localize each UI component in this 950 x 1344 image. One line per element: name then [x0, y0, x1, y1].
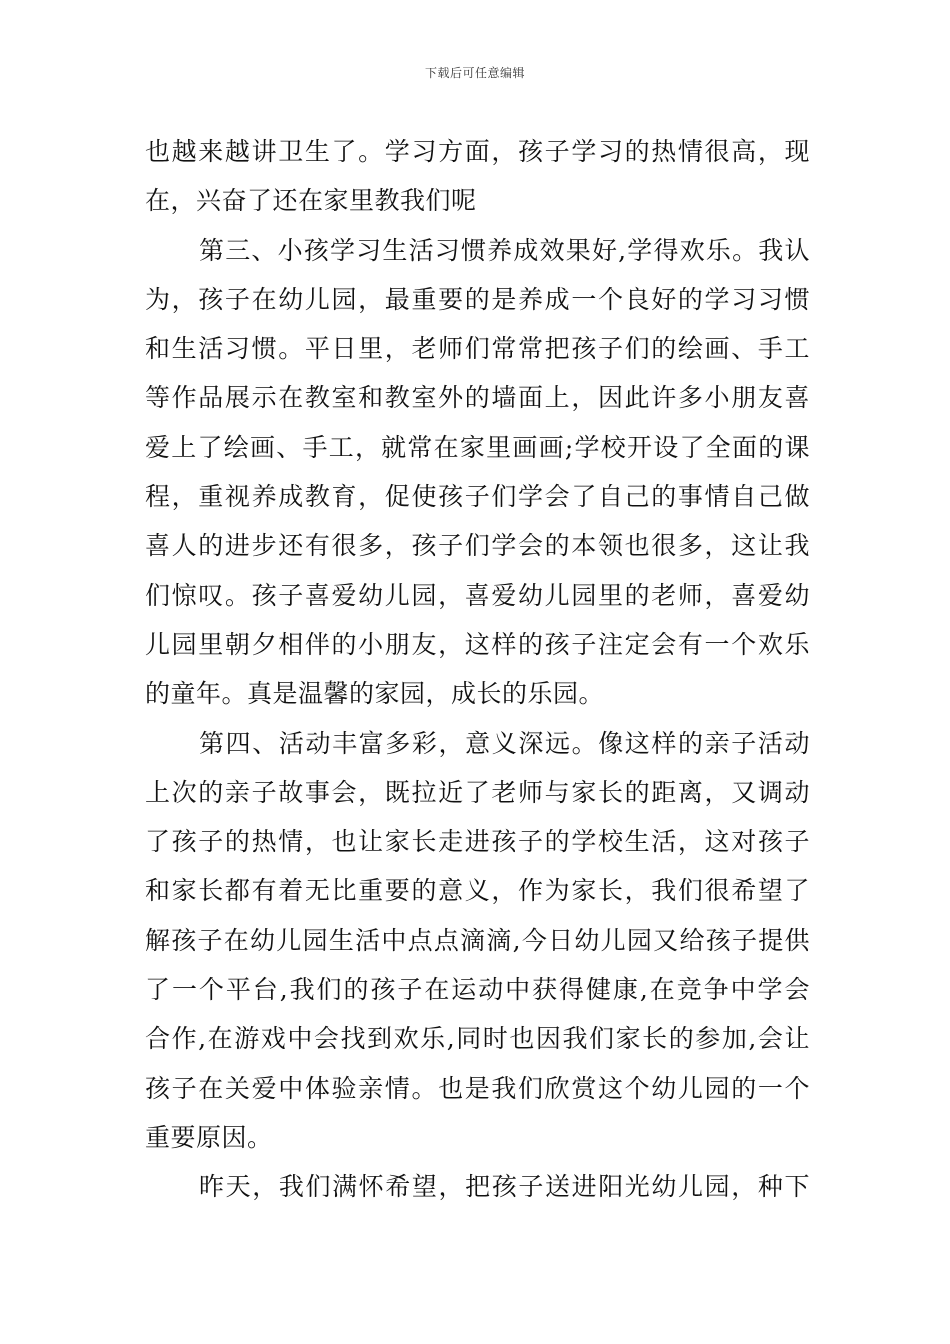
text-line: 儿园里朝夕相伴的小朋友，这样的孩子注定会有一个欢乐: [145, 629, 810, 659]
text-line: 解孩子在幼儿园生活中点点滴滴,今日幼儿园又给孩子提供: [145, 925, 810, 955]
text-line: 合作,在游戏中会找到欢乐,同时也因我们家长的参加,会让: [145, 1024, 810, 1054]
text-line: 了一个平台,我们的孩子在运动中获得健康,在竞争中学会: [145, 975, 810, 1005]
page-header: 下载后可任意编辑: [424, 66, 525, 80]
text-line: 喜人的进步还有很多，孩子们学会的本领也很多，这让我: [145, 531, 810, 561]
paragraph-start-line: 第三、小孩学习生活习惯养成效果好,学得欢乐。我认: [199, 235, 810, 265]
text-line: 们惊叹。孩子喜爱幼儿园，喜爱幼儿园里的老师，喜爱幼: [145, 580, 810, 610]
text-line: 为，孩子在幼儿园，最重要的是养成一个良好的学习习惯: [145, 284, 810, 314]
document-body: [145, 127, 810, 1212]
text-line: 等作品展示在教室和教室外的墙面上，因此许多小朋友喜: [145, 383, 810, 413]
text-line: 也越来越讲卫生了。学习方面，孩子学习的热情很高，现: [145, 137, 810, 166]
text-line: 和家长都有着无比重要的意义，作为家长，我们很希望了: [145, 876, 810, 906]
paragraph-start-line: 昨天，我们满怀希望，把孩子送进阳光幼儿园，种下: [199, 1172, 810, 1202]
text-line: 重要原因。: [145, 1122, 273, 1152]
text-line: 和生活习惯。平日里，老师们常常把孩子们的绘画、手工: [145, 334, 810, 364]
text-line: 孩子在关爱中体验亲情。也是我们欣赏这个幼儿园的一个: [145, 1073, 810, 1103]
text-line: 上次的亲子故事会，既拉近了老师与家长的距离，又调动: [145, 777, 810, 807]
text-line: 在，兴奋了还在家里教我们呢: [145, 186, 477, 216]
text-line: 的童年。真是温馨的家园，成长的乐园。: [145, 679, 605, 709]
paragraph-start-line: 第四、活动丰富多彩，意义深远。像这样的亲子活动: [199, 728, 810, 758]
text-line: 程，重视养成教育，促使孩子们学会了自己的事情自己做: [145, 482, 810, 512]
text-line: 爱上了绘画、手工，就常在家里画画;学校开设了全面的课: [145, 432, 810, 462]
text-line: 了孩子的热情，也让家长走进孩子的学校生活，这对孩子: [145, 827, 810, 857]
